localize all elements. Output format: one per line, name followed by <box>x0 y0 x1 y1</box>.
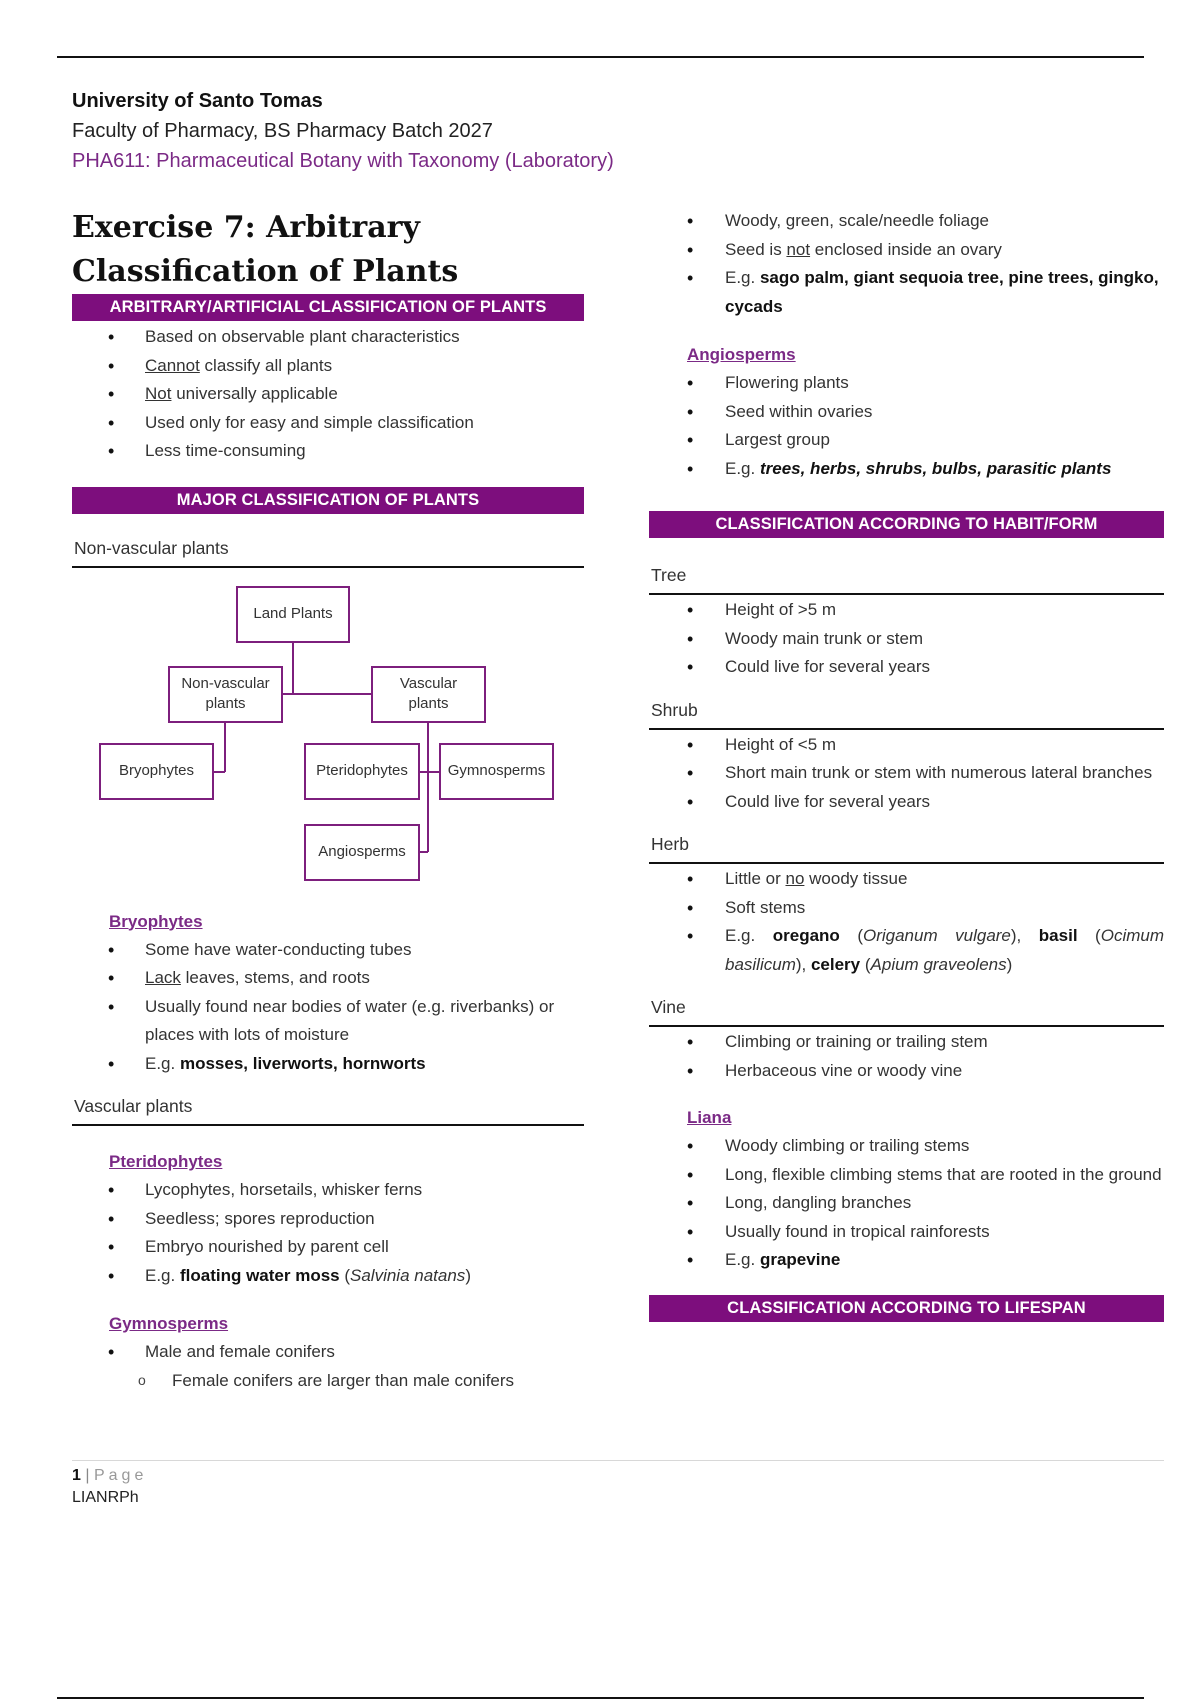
list-item: • Short main trunk or stem with numerous lateral branches <box>649 759 1164 788</box>
gymnosperms-heading: Gymnosperms <box>109 1314 229 1333</box>
list-item: • Soft stems <box>649 894 1164 923</box>
list-item: • Seed is not enclosed inside an ovary <box>649 236 1164 265</box>
faculty-line: Faculty of Pharmacy, BS Pharmacy Batch 2027 <box>72 120 493 142</box>
list-item: • Could live for several years <box>649 653 1164 682</box>
list-item: • E.g. trees, herbs, shrubs, bulbs, parasitic plants <box>649 455 1164 484</box>
liana-heading: Liana <box>687 1108 732 1127</box>
gymnosperms-sublist <box>72 1367 584 1395</box>
list-item: • Usually found in tropical rainforests <box>649 1218 1164 1247</box>
list-item: • Some have water-conducting tubes <box>72 936 584 965</box>
list-item: • Height of <5 m <box>649 731 1164 760</box>
herb-list <box>649 865 1164 979</box>
list-item: • Herbaceous vine or woody vine <box>649 1057 1164 1086</box>
liana-list <box>649 1132 1164 1275</box>
diagram-node-land-plants: Land Plants <box>236 586 350 643</box>
title-line-1: Exercise 7: Arbitrary <box>72 210 420 245</box>
university-name: University of Santo Tomas <box>72 90 323 112</box>
page-footer <box>72 1460 1164 1507</box>
list-item: • Usually found near bodies of water (e.g. riverbanks) or places with lots of moisture <box>72 993 584 1050</box>
page-title <box>72 206 584 294</box>
angiosperms-heading: Angiosperms <box>687 345 796 364</box>
angiosperms-list <box>649 369 1164 483</box>
diagram-node-bryophytes: Bryophytes <box>99 743 214 800</box>
bottom-rule <box>57 1697 1144 1699</box>
herb-heading: Herb <box>649 830 1164 864</box>
list-item: • Long, flexible climbing stems that are rooted in the ground <box>649 1161 1164 1190</box>
lifespan-banner: CLASSIFICATION ACCORDING TO LIFESPAN <box>649 1295 1164 1322</box>
list-item: • E.g. sago palm, giant sequoia tree, pine trees, gingko, cycads <box>649 264 1164 321</box>
list-item: • Flowering plants <box>649 369 1164 398</box>
shrub-heading: Shrub <box>649 696 1164 730</box>
tree-heading: Tree <box>649 561 1164 595</box>
gymnosperms-list-left <box>72 1338 584 1367</box>
list-item: • E.g. grapevine <box>649 1246 1164 1275</box>
list-item: • Male and female conifers <box>72 1338 584 1367</box>
list-item: • Used only for easy and simple classification <box>72 409 584 438</box>
diagram-node-nonvascular: Non-vascular plants <box>168 666 283 723</box>
list-item: • Woody climbing or trailing stems <box>649 1132 1164 1161</box>
gymnosperms-list-right <box>649 207 1164 321</box>
list-item: • Could live for several years <box>649 788 1164 817</box>
diagram-node-gymnosperms: Gymnosperms <box>439 743 554 800</box>
diagram-node-pteridophytes: Pteridophytes <box>304 743 420 800</box>
arbitrary-list <box>72 323 584 466</box>
shrub-list <box>649 731 1164 817</box>
list-item: • Less time-consuming <box>72 437 584 466</box>
pteridophytes-heading: Pteridophytes <box>109 1152 223 1171</box>
list-item: • E.g. floating water moss (Salvinia natans) <box>72 1262 584 1291</box>
list-item: • Lycophytes, horsetails, whisker ferns <box>72 1176 584 1205</box>
list-item: • Woody main trunk or stem <box>649 625 1164 654</box>
left-column <box>72 200 584 1395</box>
vine-list <box>649 1028 1164 1085</box>
list-item: • Long, dangling branches <box>649 1189 1164 1218</box>
tree-list <box>649 596 1164 682</box>
title-line-2: Classification of Plants <box>72 254 459 289</box>
list-item: • Largest group <box>649 426 1164 455</box>
list-item: • Little or no woody tissue <box>649 865 1164 894</box>
course-line: PHA611: Pharmaceutical Botany with Taxonomy (Laboratory) <box>72 150 614 172</box>
top-rule <box>57 56 1144 58</box>
bryophytes-heading: Bryophytes <box>109 911 203 931</box>
diagram-node-angiosperms: Angiosperms <box>304 824 420 881</box>
list-item: • Lack leaves, stems, and roots <box>72 964 584 993</box>
arbitrary-banner: ARBITRARY/ARTIFICIAL CLASSIFICATION OF PLANTS <box>72 294 584 321</box>
diagram-node-vascular: Vascular plants <box>371 666 486 723</box>
list-item: • Embryo nourished by parent cell <box>72 1233 584 1262</box>
vine-heading: Vine <box>649 993 1164 1027</box>
sub-list-item: o Female conifers are larger than male conifers <box>72 1367 584 1395</box>
right-column <box>649 207 1164 1322</box>
list-item: • Climbing or training or trailing stem <box>649 1028 1164 1057</box>
classification-diagram <box>72 584 584 904</box>
list-item: • Not universally applicable <box>72 380 584 409</box>
list-item: • Seed within ovaries <box>649 398 1164 427</box>
list-item: • Based on observable plant characteristics <box>72 323 584 352</box>
author-tag: LIANRPh <box>72 1489 139 1506</box>
bryophytes-list <box>72 936 584 1079</box>
page-number: 1 | Page <box>72 1467 148 1484</box>
document-header <box>72 86 614 176</box>
major-banner: MAJOR CLASSIFICATION OF PLANTS <box>72 487 584 514</box>
list-item: • Seedless; spores reproduction <box>72 1205 584 1234</box>
list-item: • E.g. mosses, liverworts, hornworts <box>72 1050 584 1079</box>
pteridophytes-list <box>72 1176 584 1290</box>
list-item: • Cannot classify all plants <box>72 352 584 381</box>
vascular-heading: Vascular plants <box>72 1092 584 1126</box>
list-item: • Woody, green, scale/needle foliage <box>649 207 1164 236</box>
habit-banner: CLASSIFICATION ACCORDING TO HABIT/FORM <box>649 511 1164 538</box>
list-item: • E.g. oregano (Origanum vulgare), basil (Ocimum basilicum), celery (Apium graveolens) <box>649 922 1164 979</box>
list-item: • Height of >5 m <box>649 596 1164 625</box>
nonvascular-heading: Non-vascular plants <box>72 534 584 568</box>
